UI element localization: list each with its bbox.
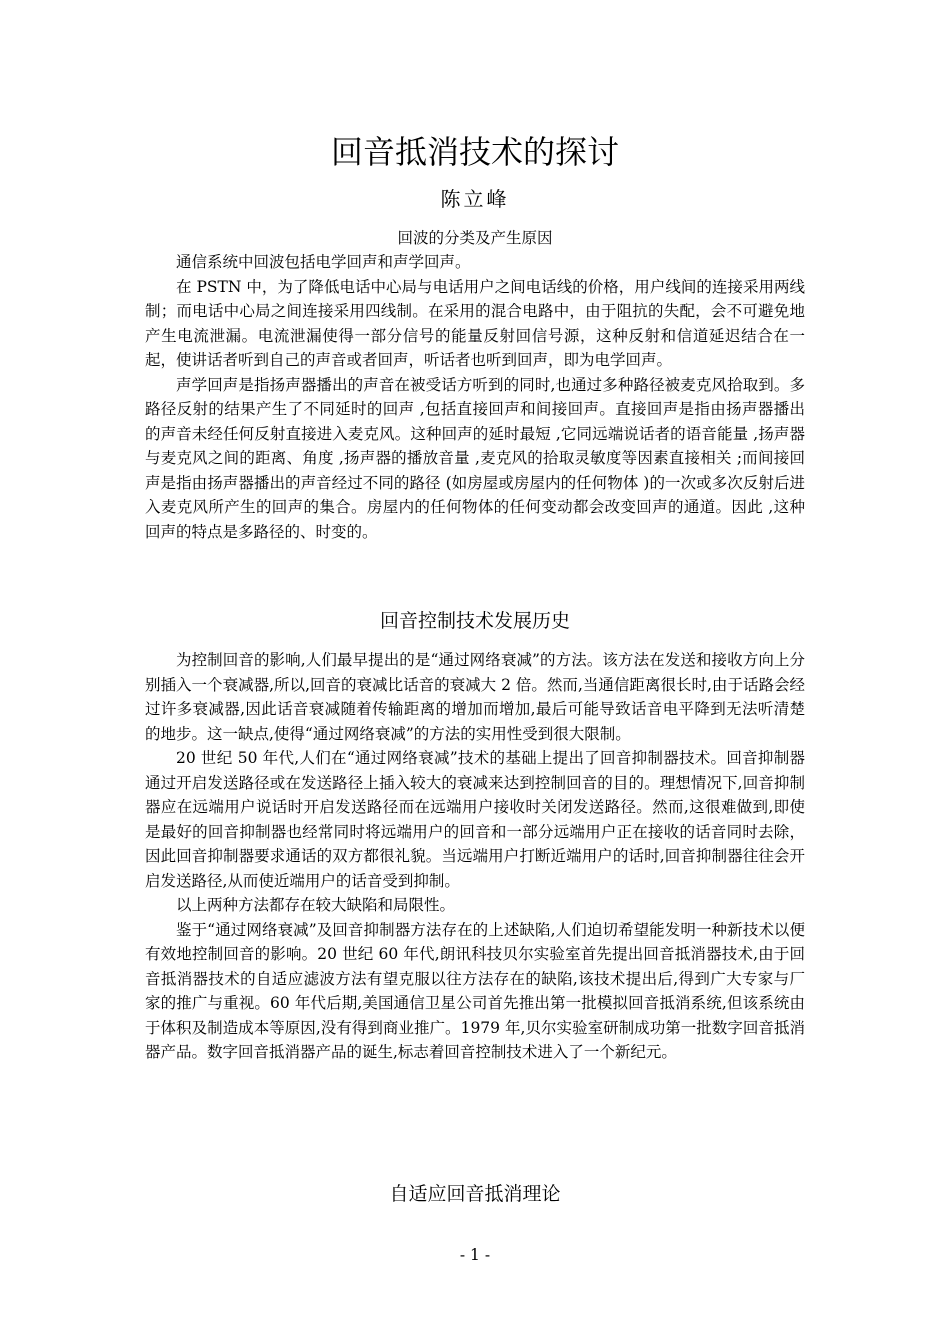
document-title: 回音抵消技术的探讨	[330, 133, 619, 171]
paragraph: 为控制回音的影响,人们最早提出的是“通过网络衰减”的方法。该方法在发送和接收方向上分别插入一个衰减器,所以,回音的衰减比话音的衰减大 2 倍。然而,当通信距离很长时,由于话路会经过许多衰减器,因此话音衰减随着传输距离的增加而增加,最后可能导致话音电平降到无法听清楚的地步。这一缺点,使得“通过网络衰减”的方法的实用性受到很大限制。	[145, 651, 805, 743]
section-history	[145, 648, 805, 1065]
page-number: - 1 -	[459, 1246, 491, 1264]
paragraph: 以上两种方法都存在较大缺陷和局限性。	[176, 896, 456, 914]
section-adaptive-theory-header	[145, 1179, 805, 1209]
paragraph: 通信系统中回波包括电学回声和声学回声。	[176, 253, 471, 271]
section-heading: 回音控制技术发展历史	[379, 610, 570, 632]
section-history-header	[145, 606, 805, 636]
paragraph: 声学回声是指扬声器播出的声音在被受话方听到的同时,也通过多种路径被麦克风拾取到。多路径反射的结果产生了不同延时的回声 ,包括直接回声和间接回声。直接回声是指由扬声器播出的声音未经任何反射直接进入麦克风。这种回声的延时最短 ,它同远端说话者的语音能量 ,扬声器与麦克风之间的距离、角度 ,扬声器的播放音量 ,麦克风的拾取灵敏度等因素直接相关 ;而间接回声是指由扬声器播出的声音经过不同的路径 (如房屋或房屋内的任何物体 )的一次或多次反射后进入麦克风所产生的回声的集合。房屋内的任何物体的任何变动都会改变回声的通道。因此 ,这种回声的特点是多路径的、时变的。	[145, 375, 805, 541]
section-heading: 回波的分类及产生原因	[397, 229, 553, 247]
paragraph: 在 PSTN 中，为了降低电话中心局与电话用户之间电话线的价格，用户线间的连接采用两线制；而电话中心局之间连接采用四线制。在采用的混合电路中，由于阻抗的失配，会不可避免地产生电流泄漏。电流泄漏使得一部分信号的能量反射回信号源，这种反射和信道延迟结合在一起，使讲话者听到自己的声音或者回声，听话者也听到回声，即为电学回声。	[145, 277, 805, 369]
paragraph: 20 世纪 50 年代,人们在“通过网络衰减”技术的基础上提出了回音抑制器技术。回音抑制器通过开启发送路径或在发送路径上插入较大的衰减来达到控制回音的目的。理想情况下,回音抑制器应在远端用户说话时开启发送路径而在远端用户接收时关闭发送路径。然而,这很难做到,即使是最好的回音抑制器也经常同时将远端用户的回音和一部分远端用户正在接收的话音同时去除，因此回音抑制器要求通话的双方都很礼貌。当远端用户打断近端用户的话时,回音抑制器往往会开启发送路径,从而使近端用户的话音受到抑制。	[145, 749, 805, 890]
section-echo-classification	[145, 226, 805, 544]
paragraph: 鉴于“通过网络衰减”及回音抑制器方法存在的上述缺陷,人们迫切希望能发明一种新技术以便有效地控制回音的影响。20 世纪 60 年代,朗讯科技贝尔实验室首先提出回音抵消器技术,由于回音抵消器技术的自适应滤波方法有望克服以往方法存在的缺陷,该技术提出后,得到广大专家与厂家的推广与重视。60 年代后期,美国通信卫星公司首先推出第一批模拟回音抵消系统,但该系统由于体积及制造成本等原因,没有得到商业推广。1979 年,贝尔实验室研制成功第一批数字回音抵消器产品。数字回音抵消器产品的诞生,标志着回音控制技术进入了一个新纪元。	[145, 920, 805, 1061]
author-name: 陈立峰	[440, 187, 510, 211]
section-heading: 自适应回音抵消理论	[389, 1183, 561, 1205]
